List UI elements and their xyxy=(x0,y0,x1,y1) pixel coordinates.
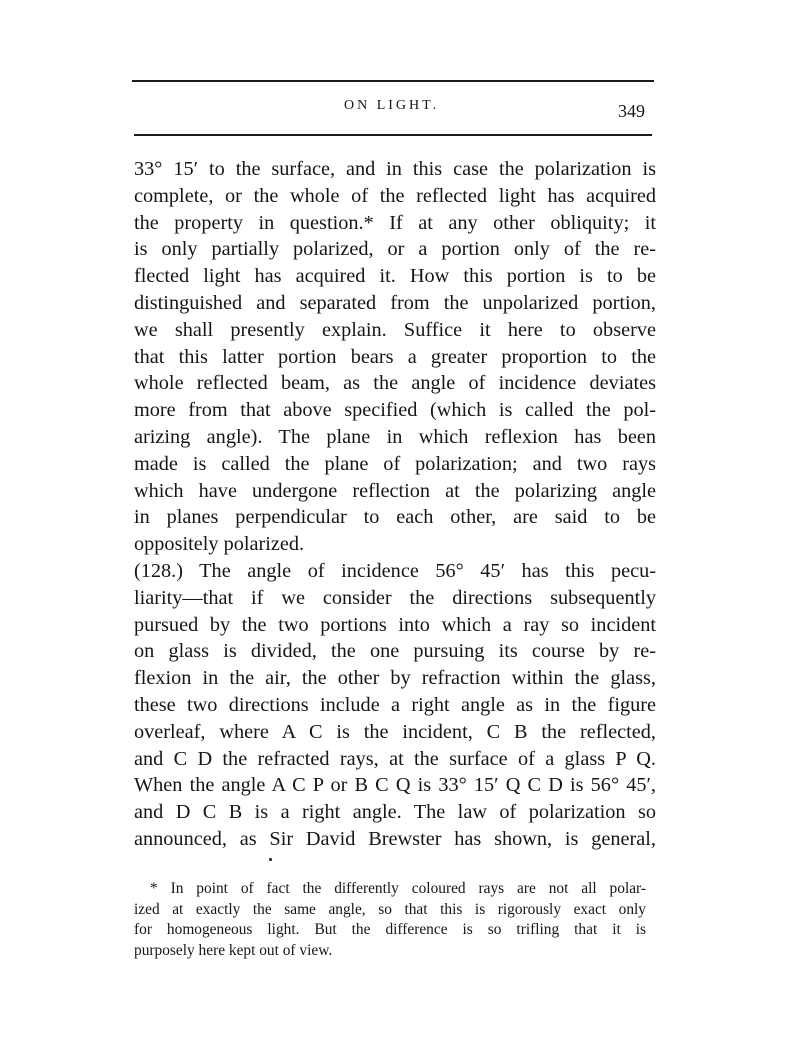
body-line: in planes perpendicular to each other, are said to be xyxy=(134,506,656,529)
body-line: and D C B is a right angle. The law of polarization so xyxy=(134,801,656,824)
header-top-rule xyxy=(132,80,654,82)
body-line: which have undergone reflection at the polarizing angle xyxy=(134,479,656,502)
body-line: that this latter portion bears a greater proportion to the xyxy=(134,345,656,368)
body-line: oppositely polarized. xyxy=(134,533,305,556)
body-line: 33° 15′ to the surface, and in this case the polarization is xyxy=(134,158,656,180)
print-speck xyxy=(269,858,272,861)
body-line: arizing angle). The plane in which reflexion has been xyxy=(134,425,656,448)
body-line: pursued by the two portions into which a ray so incident xyxy=(134,613,656,636)
body-line: flexion in the air, the other by refraction within the glass, xyxy=(134,667,656,690)
body-line: flected light has acquired it. How this portion is to be xyxy=(134,265,656,288)
body-line: (128.) The angle of incidence 56° 45′ has this pecu- xyxy=(134,559,656,582)
body-line: made is called the plane of polarization; and two rays xyxy=(134,452,656,475)
running-head: ON LIGHT. xyxy=(344,98,440,113)
body-text xyxy=(134,156,656,853)
body-line: liarity—that if we consider the directions subsequently xyxy=(134,586,656,609)
body-line: more from that above specified (which is called the pol- xyxy=(134,399,656,422)
body-line: and C D the refracted rays, at the surface of a glass P Q. xyxy=(134,747,656,770)
body-line: is only partially polarized, or a portion only of the re- xyxy=(134,238,656,261)
body-line: on glass is divided, the one pursuing its course by re- xyxy=(134,640,656,663)
body-line: we shall presently explain. Suffice it here to observe xyxy=(134,318,656,341)
body-line: the property in question.* If at any other obliquity; it xyxy=(134,211,656,234)
body-line: complete, or the whole of the reflected light has acquired xyxy=(134,184,656,207)
body-line: When the angle A C P or B C Q is 33° 15′ Q C D is 56° 45′, xyxy=(134,774,656,797)
body-line: overleaf, where A C is the incident, C B the reflected, xyxy=(134,720,656,743)
footnote-line: ized at exactly the same angle, so that this is rigorously exact only xyxy=(134,900,646,918)
body-line: announced, as Sir David Brewster has shown, is general, xyxy=(134,827,656,850)
footnote-line: for homogeneous light. But the difference is so trifling that it is xyxy=(134,921,646,939)
body-line: distinguished and separated from the unpolarized portion, xyxy=(134,291,656,314)
footnote xyxy=(134,879,646,961)
header-bottom-rule xyxy=(134,134,652,136)
footnote-line: purposely here kept out of view. xyxy=(134,941,333,959)
body-line: these two directions include a right angle as in the figure xyxy=(134,693,656,716)
footnote-line: * In point of fact the differently coloured rays are not all polar- xyxy=(150,880,646,897)
page-number: 349 xyxy=(618,101,645,121)
body-line: whole reflected beam, as the angle of incidence deviates xyxy=(134,372,656,395)
